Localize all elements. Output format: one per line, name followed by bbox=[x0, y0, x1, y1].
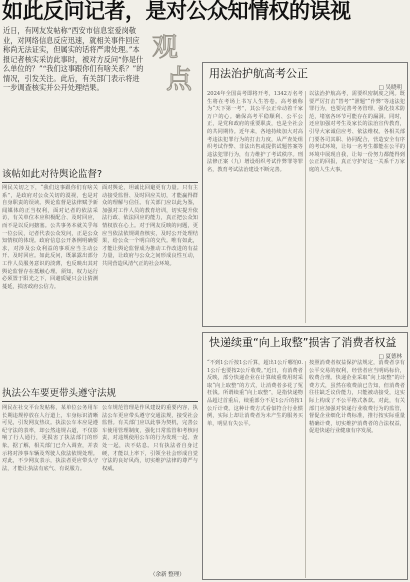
column-divider bbox=[305, 91, 306, 323]
page-headline: 如此反问记者，是对公众知情权的误视 bbox=[2, 0, 351, 23]
article-body-column: 以法治护航高考，需要织密制度之网。既要严厉打击“替考”“泄题”“作弊”等违法犯罪行为，也要完善考务管理、强化技术防范，堵塞各环节可能存在的漏洞。同时，还应加强对考生及家长的法治宣传教育，引导大家诚信应考、依法维权。各相关部门要各司其职、协同配合，营造安全有序的考试环境，让每一名考生都能在公平的环境中展现自我，让每一份努力都能得到公正的回报，真正守护好这一关系千万家庭的人生大事。 bbox=[309, 91, 405, 173]
article-body-column: 网民在社交平台发帖称，某单位公务用车长期违规停放在人行道上，车身标识清晰可见，引发网友热议。执法公车本应是遵纪守法的表率，却公然违规占道，不仅影响了行人通行，更损害了执法部门的形象。据了解，相关部门已介入调查，并表示将对涉事车辆及驾驶人依法依规处理。对此，不少网友表示，执法者更应带头守法，才能让执法有底气、有说服力。 bbox=[2, 405, 98, 472]
article-body-column: 网民关切之下，“我们这事跟你们有啥关系”，是政府对公众关切的漠视，也是对自身职责的误读。舆论监督是法律赋予新闻媒体的正当权利，面对记者的依法采访，有关单位本应积极配合、及时回应，而不是以反问搪塞。公共事务本就关乎每一位公民，记者代表公众发问，正是公众知情权的体现。政府信息公开条例明确要求，对涉及公众利益的事项应当主动公开、及时回应。如此反问，既暴露出部分工作人员服务意识的淡薄，也反映出其对舆论监督存在抵触心理。须知，权力运行必须置于阳光之下，回避质疑只会让猜测蔓延，损害政府公信力。 bbox=[2, 185, 98, 290]
author-byline: □ 夏德林 bbox=[378, 354, 402, 360]
author-byline: □ 吴晓明 bbox=[378, 85, 402, 91]
section-divider bbox=[2, 401, 198, 402]
column-divider bbox=[305, 361, 306, 578]
section-title-official-cars: 执法公车要更带头遵守法规 bbox=[2, 388, 117, 399]
panel-title: 用法治护航高考公正 bbox=[209, 67, 308, 80]
lead-paragraph: 近日，有网友发帖称“西安市信息室爱岗敬业，对网络信息反应迅速，就相关事件回应称尚无法证实，但属实的话将严肃处理。”本报记者核实采访此事时，被对方反问“你是什么单位的？”“我们这事跟你们有啥关系？”的情况，引发关注。此后，有关部门表示将进一步调查核实并公开处理结果。 bbox=[3, 26, 144, 92]
section-divider bbox=[2, 182, 198, 183]
article-body-column: 2024年全国高考即将开考，1342万名考生将在考场上书写人生答卷。高考被称为“天下第一考”，其公平公正牵动着千家万户的心。确保高考平稳顺利、公平公正，是党和政府的重要职责，也是全社会的共同期待。近年来，各地持续加大对高考违法犯罪行为的打击力度，从严查处组织考试作弊、非法出售或提供试题答案等违法犯罪行为，有力维护了考试秩序。刑法修正案（九）增设组织考试作弊罪等罪名，教育考试法治建设不断完善。 bbox=[207, 91, 303, 173]
article-body-column: 按照消费者权益保护法规定，消费者享有公平交易的权利，经营者应当明码标价，收费合理。快递企业采取“向上取整”的计费方式，虽然在收费前已告知，但消费者往往缺乏议价能力，只能被动接受，这实际上构成了不公平格式条款。对此，有关部门应加强对快递行业收费行为的监管，督促企业细化计费标准，推行按实际重量精确计费，切实维护消费者的合法权益，促进快递行业健康有序发展。 bbox=[309, 360, 405, 435]
article-panel-express-delivery bbox=[202, 332, 408, 580]
article-signature: （余新 整理） bbox=[150, 572, 185, 578]
panel-title: 快递续重“向上取整”损害了消费者权益 bbox=[209, 336, 397, 349]
section-title-public-opinion: 该帖如此对待舆论监督? bbox=[2, 169, 103, 180]
article-panel-gaokao bbox=[202, 62, 408, 327]
opinion-seal-logo bbox=[148, 26, 200, 96]
article-body-column: “不到1公斤按1公斤算，超出1公斤哪怕0.1公斤也要按2公斤收费。”近日，有消费者反映，部分快递企业在计算续重费用时采取“向上取整”的方式，让消费者多花了冤枉钱。所谓续重“向上取整”，是指快递物品超过首重后，续重部分不足1公斤的按1公斤计费。这种计费方式看似符合行业惯例，实际上却让消费者为未产生的服务买单，明显有失公平。 bbox=[207, 360, 303, 427]
article-body-column: 面对舆论，坦诚比回避更有力量。只有主动接受监督、及时回应关切，才能赢得群众的理解与信任。有关部门应以此为鉴，加强对工作人员的教育培训，切实提升依法行政、依法回应的能力，真正把公众知情权放在心上。对于网友反映的问题，更应当依法依规调查核实，及时公开处理结果，给公众一个明白的交代。唯有如此，才能让舆论监督成为推动工作改进的有益力量，让政府与公众之间形成良性互动，共同营造风清气正的社会环境。 bbox=[102, 185, 198, 267]
svg-text:点: 点 bbox=[166, 65, 193, 95]
svg-text:观: 观 bbox=[152, 33, 179, 63]
article-body-column: 公车规范管理是作风建设的重要内容，执法公车更应带头遵守交通法规，接受社会监督。有关部门应以此事为契机，完善公车使用管理制度，强化日常监管和考核问责，对违规使用公车的行为发现一起、查处一起，决不姑息。只有执法者自身过硬，才能以上率下，引领全社会形成自觉守法的良好风尚，切实维护法律的尊严与权威。 bbox=[102, 405, 198, 472]
